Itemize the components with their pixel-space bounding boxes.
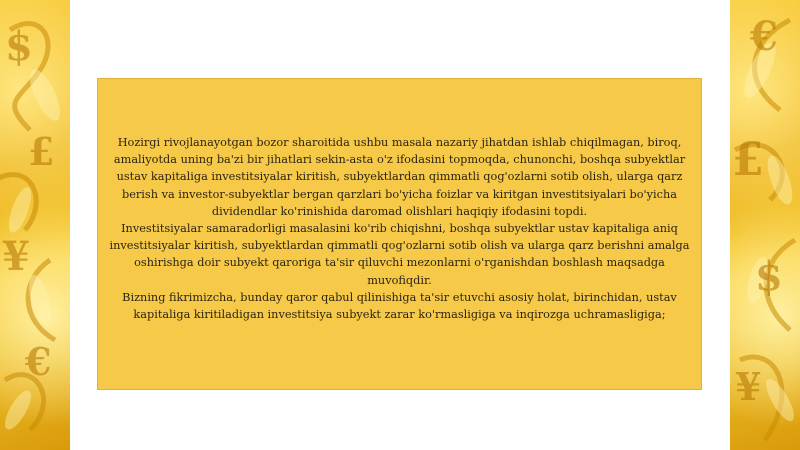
- currency-symbols-pattern-icon: [0, 0, 70, 450]
- svg-text:£: £: [28, 129, 55, 174]
- svg-text:$: $: [5, 23, 33, 70]
- svg-text:£: £: [732, 132, 765, 186]
- left-decor-panel: [0, 0, 70, 450]
- text-content-box: [97, 78, 702, 390]
- svg-text:¥: ¥: [735, 364, 762, 409]
- currency-symbols-pattern-icon: [730, 0, 800, 450]
- paragraph-3: Bizning fikrimizcha, bunday qaror qabul qilinishiga ta'sir etuvchi asosiy holat, birinchidan, ustav kapitaliga kiritiladigan investitsiya subyekt zarar ko'rmasligiga va inqirozga uchramasligiga;: [122, 290, 677, 322]
- paragraph-2: Investitsiyalar samaradorligi masalasini ko'rib chiqishni, boshqa subyektlar ustav kapitaliga aniq investitsiyalar kiritish, subyektlardan qimmatli qog'ozlarni sotib olish va ularga qarz berishni amalga oshirishga doir subyekt qaroriga ta'sir qiluvchi mezonlarni o'rganishdan boshlash maqsadga muvofiqdir.: [109, 222, 690, 287]
- right-decor-panel: [730, 0, 800, 450]
- svg-text:€: €: [750, 13, 778, 60]
- svg-text:€: €: [25, 339, 52, 384]
- svg-text:$: $: [755, 253, 783, 300]
- svg-text:¥: ¥: [2, 233, 30, 280]
- paragraph-1: Hozirgi rivojlanayotgan bozor sharoitida ushbu masala nazariy jihatdan ishlab chiqilmagan, biroq, amaliyotda uning ba'zi bir jihatlari sekin-asta o'z ifodasini topmoqda, chunonchi, boshqa subyektlar ustav kapitaliga investitsiyalar kiritish, subyektlardan qimmatli qog'ozlarni sotib olish, ularga qarz berish va investor-subyektlar bergan qarzlari bo'yicha foizlar va kiritgan investitsiyalari bo'yicha dividendlar ko'rinishida daromad olishlari haqiqiy ifodasini topdi.: [113, 136, 686, 218]
